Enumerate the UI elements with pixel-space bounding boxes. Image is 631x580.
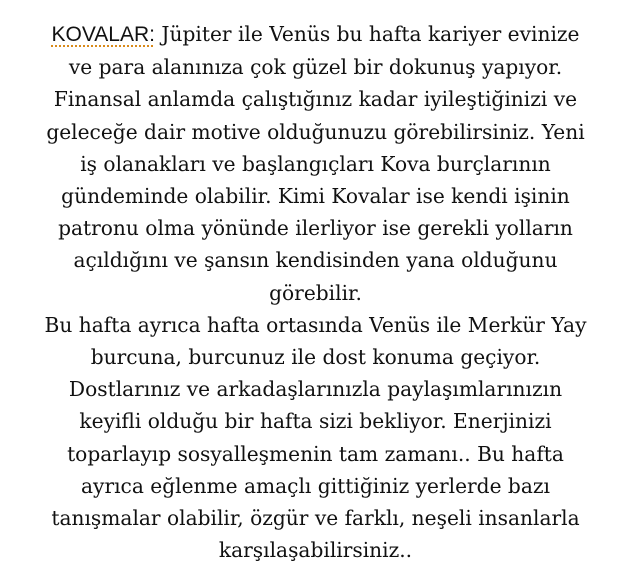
horoscope-text: [0, 18, 631, 566]
text-line: Dostlarınız ve arkadaşlarınızla paylaşımlarınızın: [68, 377, 563, 402]
text-line: ayrıca eğlenme amaçlı gittiğiniz yerlerde bazı: [81, 473, 550, 498]
text-line: ve para alanınıza çok güzel bir dokunuş yapıyor.: [68, 55, 563, 80]
text-line: tanışmalar olabilir, özgür ve farklı, neşeli insanlarla: [51, 506, 580, 531]
text-line: Bu hafta ayrıca hafta ortasında Venüs ile Merkür Yay: [44, 312, 587, 337]
text-line: iş olanakları ve başlangıçları Kova burçlarının: [80, 151, 551, 176]
text-line: gündeminde olabilir. Kimi Kovalar ise kendi işinin: [61, 184, 570, 209]
text-line-1: [0, 18, 631, 51]
text-line: burcuna, burcunuz ile dost konuma geçiyor.: [90, 345, 541, 370]
text-line: patronu olma yönünde ilerliyor ise gerekli yolların: [58, 216, 573, 241]
text-line: karşılaşabilirsiniz..: [218, 538, 413, 563]
text-line: Finansal anlamda çalıştığınız kadar iyileştiğinizi ve: [53, 87, 578, 112]
text-line: açıldığını ve şansın kendisinden yana olduğunu: [73, 248, 558, 273]
text-line: geleceğe dair motive olduğunuzu görebilirsiniz. Yeni: [46, 119, 585, 144]
text-line: keyifli olduğu bir hafta sizi bekliyor. Enerjinizi: [79, 409, 552, 434]
sign-heading-kovalar: KOVALAR:: [51, 23, 155, 46]
text-line: görebilir.: [269, 280, 362, 305]
text-line-1-rest: Jüpiter ile Venüs bu hafta kariyer evinize: [155, 22, 580, 46]
text-line: toparlayıp sosyalleşmenin tam zamanı.. Bu hafta: [67, 441, 564, 466]
